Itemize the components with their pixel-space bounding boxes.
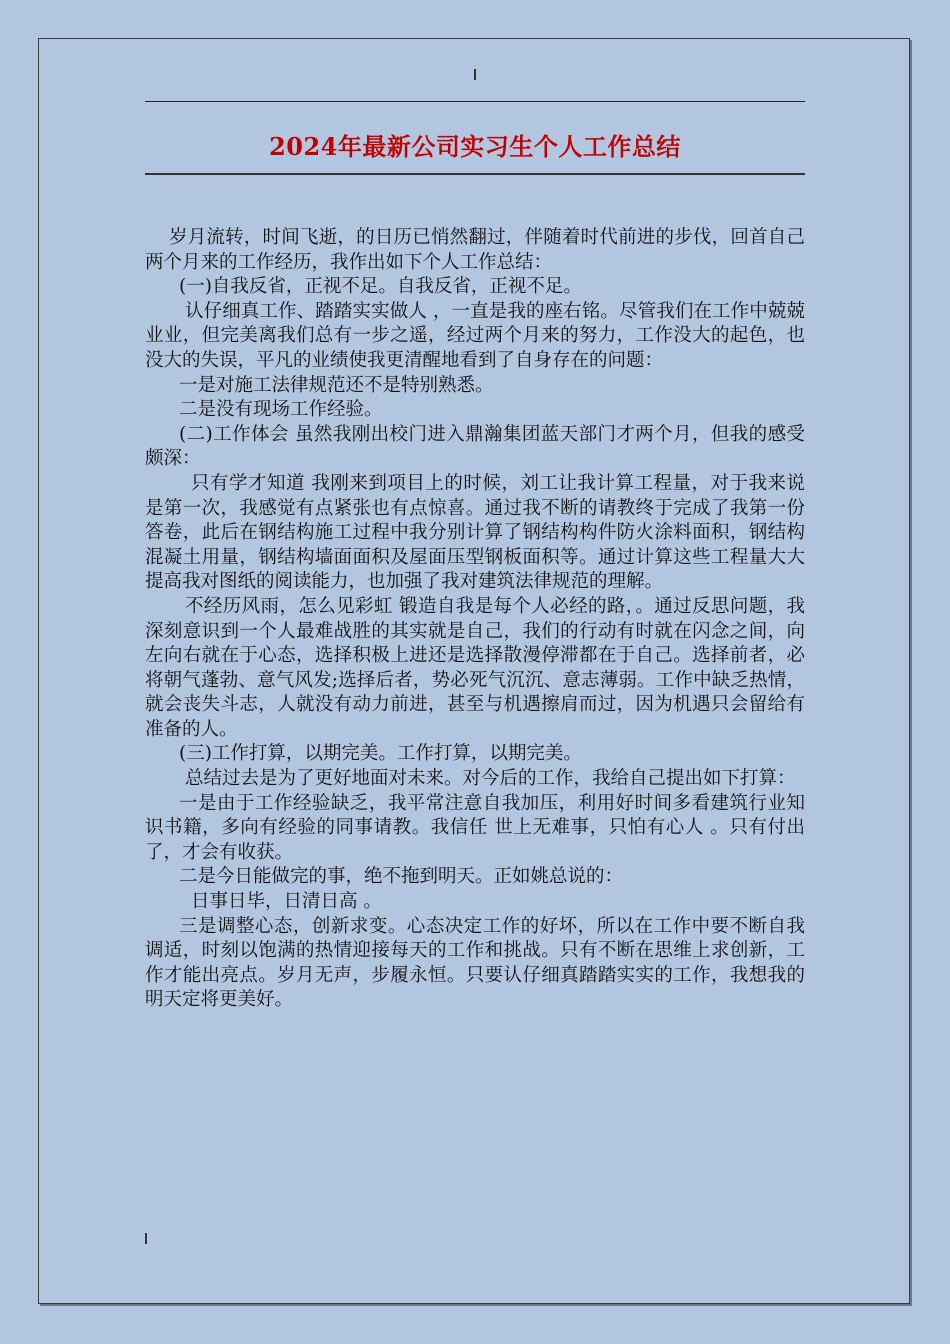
footer-mark [145, 1233, 147, 1244]
title-rule [145, 173, 805, 175]
paragraph-reflection: 不经历风雨，怎么见彩虹 锻造自我是每个人必经的路，。通过反思问题，我深刻意识到一个人最难战胜的其实就是自己，我们的行动有时就在闪念之间，向左向右就在于心态，选择积极上进还是选择散漫停滞都在于自己。选择前者，必将朝气蓬勃、意气风发;选择后者，势必死气沉沉、意志薄弱。工作中缺乏热情，就会丧失斗志，人就没有动力前进，甚至与机遇擦肩而过，因为机遇只会留给有准备的人。 [145, 595, 805, 740]
paragraph-section-3-heading: (三)工作打算，以期完美。工作打算，以期完美。 [179, 743, 582, 765]
header-mark [474, 69, 476, 80]
paragraph-plan-1: 一是由于工作经验缺乏，我平常注意自我加压，利用好时间多看建筑行业知识书籍，多向有经验的同事请教。我信任 世上无难事，只怕有心人 。只有付出了，才会有收获。 [145, 792, 805, 863]
paragraph-quote: 日事日毕，日清日高 。 [191, 891, 382, 913]
paragraph-issue-2: 二是没有现场工作经验。 [179, 399, 383, 421]
paragraph-intro: 岁月流转，时间飞逝，的日历已悄然翻过，伴随着时代前进的步伐，回首自己两个月来的工作经历，我作出如下个人工作总结： [145, 227, 805, 273]
paragraph-section-1-heading: (一)自我反省，正视不足。自我反省，正视不足。 [179, 276, 582, 298]
paragraph-issue-1: 一是对施工法律规范还不是特别熟悉。 [179, 374, 494, 396]
paragraph-learning: 只有学才知道 我刚来到项目上的时候，刘工让我计算工程量，对于我来说是第一次，我感觉有点紧张也有点惊喜。通过我不断的请教终于完成了我第一份答卷，此后在钢结构施工过程中我分别计算了钢结构构件防火涂料面积，钢结构混凝土用量，钢结构墙面面积及屋面压型钢板面积等。通过计算这些工程量大大提高我对图纸的阅读能力，也加强了我对建筑法律规范的理解。 [145, 472, 805, 593]
paragraph-plan-3: 三是调整心态，创新求变。心态决定工作的好坏，所以在工作中要不断自我调适，时刻以饱满的热情迎接每天的工作和挑战。只有不断在思维上求创新，工作才能出亮点。岁月无声，步履永恒。只要认仔细真踏踏实实的工作，我想我的明天定将更美好。 [145, 915, 805, 1011]
document-body [145, 226, 805, 1013]
paragraph-section-2-heading: (二)工作体会 虽然我刚出校门进入鼎瀚集团蓝天部门才两个月，但我的感受颇深： [145, 423, 805, 470]
header-rule [145, 101, 805, 102]
paragraph-plan-2: 二是今日能做完的事，绝不拖到明天。正如姚总说的： [179, 866, 624, 888]
paragraph-motto: 认仔细真工作、踏踏实实做人 ，一直是我的座右铭。尽管我们在工作中兢兢业业，但完美离我们总有一步之遥，经过两个月来的努力，工作没大的起色，也没大的失误，平凡的业绩使我更清醒地看到了自身存在的问题： [145, 300, 805, 371]
document-title: 2024年最新公司实习生个人工作总结 [269, 132, 681, 161]
paragraph-plan-intro: 总结过去是为了更好地面对未来。对今后的工作，我给自己提出如下打算： [185, 768, 796, 790]
